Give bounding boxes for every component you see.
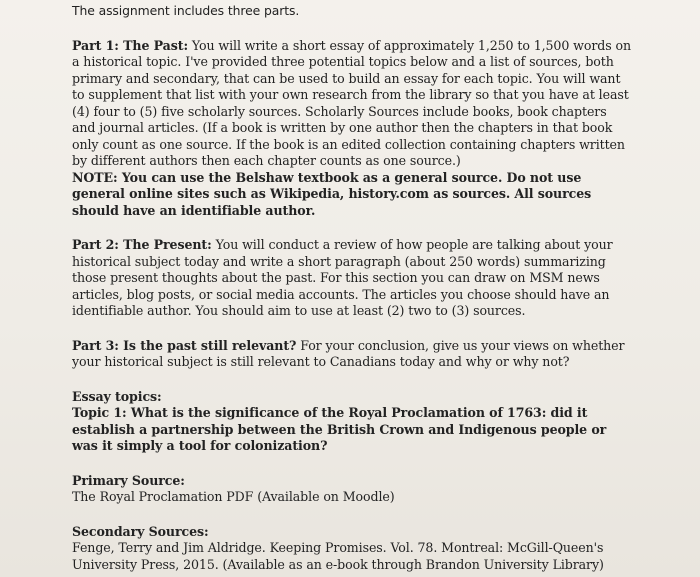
part2-label: Part 2: The Present:: [72, 237, 212, 252]
primary-heading: Primary Source:: [72, 472, 185, 488]
part3-label: Part 3: Is the past still relevant?: [72, 337, 297, 353]
primary-item: The Royal Proclamation PDF (Available on Moodle): [72, 489, 395, 504]
secondary-item: Fenge, Terry and Jim Aldridge. Keeping Promises. Vol. 78. Montreal: McGill-Queen's University Press, 2015. (Available as an e-book through Brandon University Library): [72, 540, 604, 572]
assignment-text: [72, 3, 632, 573]
intro-line: The assignment includes three parts.: [72, 3, 300, 18]
topic-1: Topic 1: What is the significance of the Royal Proclamation of 1763: did it establish a partnership between the British Crown and Indigenous people or was it simply a tool for colonization?: [72, 405, 607, 453]
part1-body: You will write a short essay of approximately 1,250 to 1,500 words on a historical topic. I've provided three potential topics below and a list of sources, both primary and secondary, that can be used to build an essay for each topic. You will want to supplement that list with your own research from the library so that you have at least (4) four to (5) five scholarly sources. Scholarly Sources include books, book chapters and journal articles. (If a book is written by one author then the chapters in that book only count as one source. If the book is an edited collection containing chapters written by different authors then each chapter counts as one source.): [72, 37, 631, 168]
part3-paragraph: [72, 338, 632, 371]
secondary-heading: Secondary Sources:: [72, 523, 209, 539]
part1-paragraph: [72, 38, 632, 170]
part2-body: You will conduct a review of how people are talking about your historical subject today and write a short paragraph (about 250 words) summarizing those present thoughts about the past. For this section you can draw on MSM news articles, blog posts, or social media accounts. The articles you choose should have an identifiable author. You should aim to use at least (2) two to (3) sources.: [72, 237, 613, 318]
topics-heading: Essay topics:: [72, 388, 162, 404]
part1-note: NOTE: You can use the Belshaw textbook as a general source. Do not use general online sites such as Wikipedia, history.com as sources. All sources should have an identifiable author.: [72, 169, 592, 218]
part3-body: For your conclusion, give us your views on whether your historical subject is still relevant to Canadians today and why or why not?: [72, 337, 625, 369]
part1-label: Part 1: The Past:: [72, 37, 188, 53]
part2-paragraph: [72, 237, 632, 320]
